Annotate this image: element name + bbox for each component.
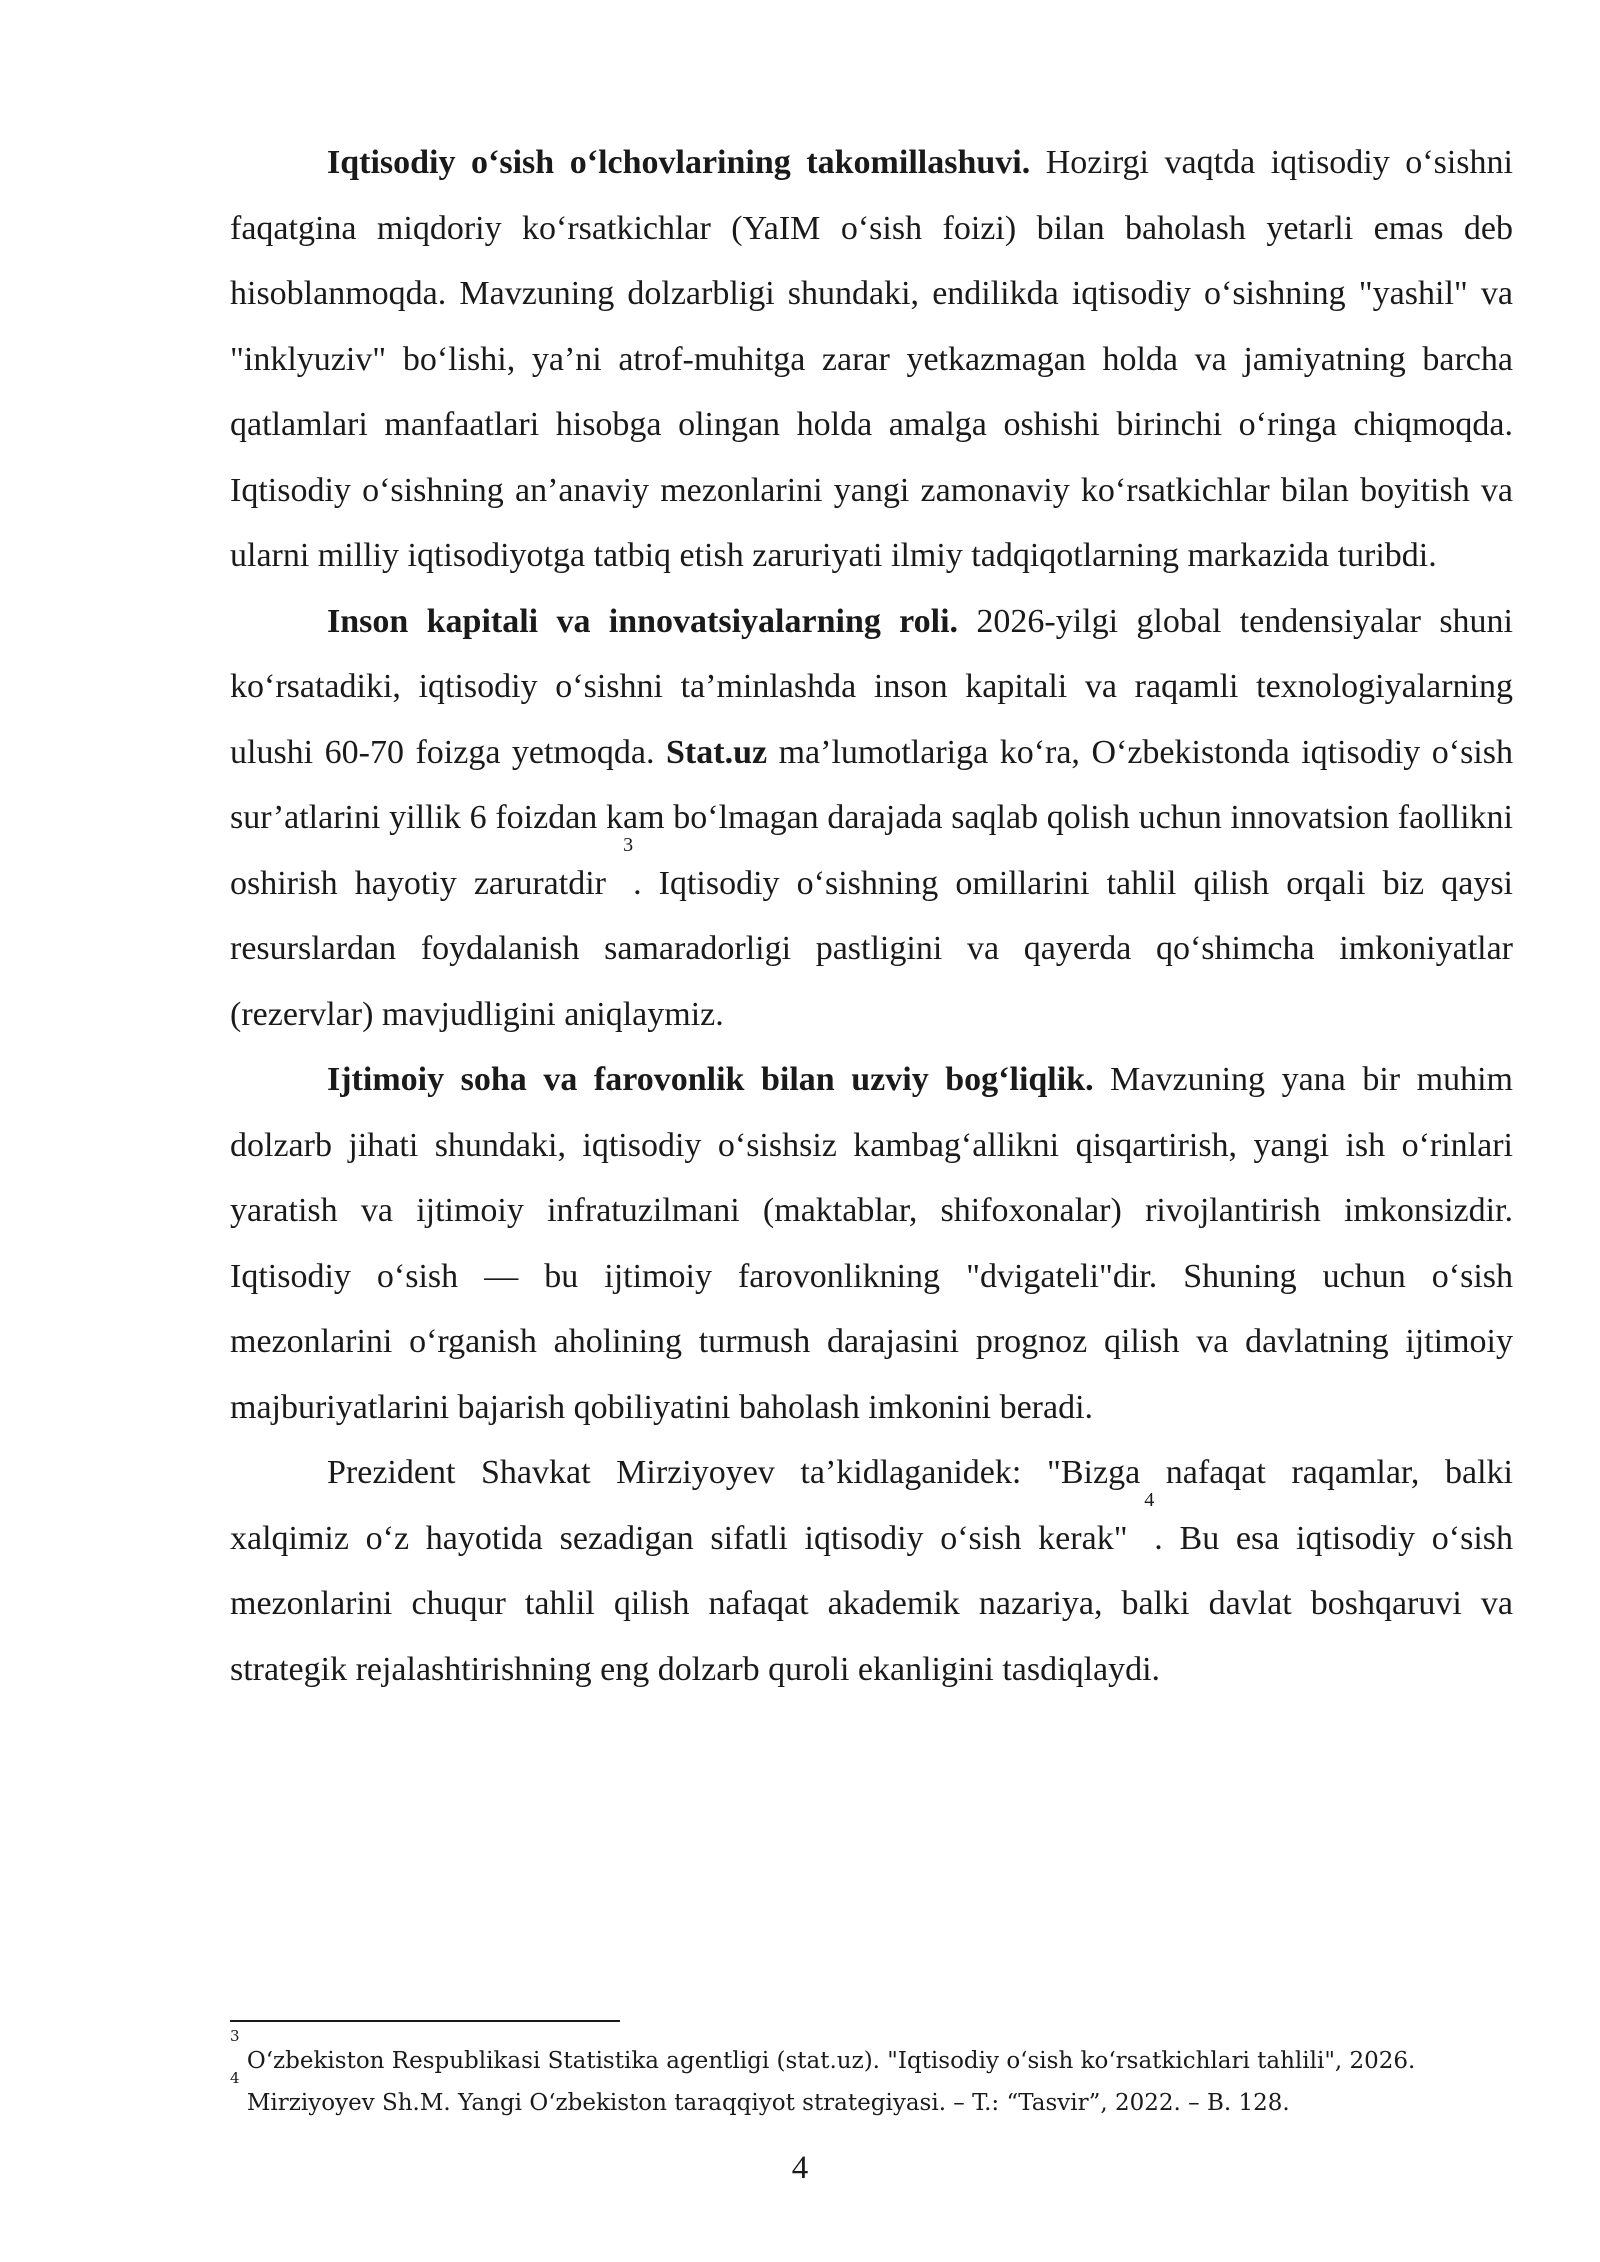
paragraph-text: 2026-yilgi global tendensiyalar shuni koʻrsatadiki, iqtisodiy oʻsishni ta’minlashda inson kapitali va raqamli texnologiyalarning ulushi 60-70 foizga yetmoqda. <box>230 602 1513 771</box>
footnote-item <box>230 2027 1530 2082</box>
paragraph-text: ma’lumotlariga koʻra, Oʻzbekistonda iqtisodiy oʻsish sur’atlarini yillik 6 foizdan kam boʻlmagan darajada saqlab qolish uchun innovatsion faollikni oshirish hayotiy zaruratdir <box>230 733 1513 902</box>
footnote-text: Oʻzbekiston Respublikasi Statistika agentligi (stat.uz). "Iqtisodiy oʻsish koʻrsatkichlari tahlili", 2026. <box>239 2048 1416 2074</box>
footnote-reference[interactable]: 4 <box>1144 1488 1155 1511</box>
footnote-reference[interactable]: 3 <box>623 833 634 856</box>
paragraph-text: Prezident Shavkat Mirziyoyev ta’kidlaganidek: "Bizga nafaqat raqamlar, balki xalqimiz oʻz hayotida sezadigan sifatli iqtisodiy oʻsish kerak" <box>230 1454 1513 1557</box>
body-text <box>230 130 1513 1702</box>
footnote-separator <box>230 2020 620 2022</box>
source-name: Stat.uz <box>666 733 768 771</box>
page-number: 4 <box>791 2150 809 2186</box>
footnote-number: 4 <box>230 2069 240 2087</box>
paragraph-heading: Inson kapitali va innovatsiyalarning roli. <box>327 602 959 640</box>
footnote-item <box>230 2069 1530 2124</box>
paragraph-text: Mavzuning yana bir muhim dolzarb jihati shundaki, iqtisodiy oʻsishsiz kambagʻallikni qisqartirish, yangi ish oʻrinlari yaratish va ijtimoiy infratuzilmani (maktablar, shifoxonalar) rivojlantirish imkonsizdir. Iqtisodiy oʻsish — bu ijtimoiy farovonlikning "dvigateli"dir. Shuning uchun oʻsish mezonlarini oʻrganish aholining turmush darajasini prognoz qilish va davlatning ijtimoiy majburiyatlarini bajarish qobiliyatini baholash imkonini beradi. <box>230 1061 1514 1426</box>
paragraph-human-capital <box>230 589 1513 1048</box>
paragraph-text: . Bu esa iqtisodiy oʻsish mezonlarini chuqur tahlil qilish nafaqat akademik nazariya, balki davlat boshqaruvi va strategik rejalashtirishning eng dolzarb quroli ekanligini tasdiqlaydi. <box>230 1519 1514 1688</box>
paragraph-social-welfare <box>230 1047 1513 1440</box>
paragraph-heading: Ijtimoiy soha va farovonlik bilan uzviy bogʻliqlik. <box>327 1061 1094 1098</box>
paragraph-growth-measures <box>230 130 1513 589</box>
footnotes <box>230 2027 1530 2124</box>
paragraph-text: Hozirgi vaqtda iqtisodiy oʻsishni faqatgina miqdoriy koʻrsatkichlar (YaIM oʻsish foizi) bilan baholash yetarli emas deb hisoblanmoqda. Mavzuning dolzarbligi shundaki, endilikda iqtisodiy oʻsishning "yashil" va "inklyuziv" boʻlishi, ya’ni atrof-muhitga zarar yetkazmagan holda va jamiyatning barcha qatlamlari manfaatlari hisobga olingan holda amalga oshishi birinchi oʻringa chiqmoqda. Iqtisodiy oʻsishning an’anaviy mezonlarini yangi zamonaviy koʻrsatkichlar bilan boyitish va ularni milliy iqtisodiyotga tatbiq etish zaruriyati ilmiy tadqiqotlarning markazida turibdi. <box>230 144 1513 574</box>
paragraph-heading: Iqtisodiy oʻsish oʻlchovlarining takomillashuvi. <box>327 144 1031 181</box>
footnote-text: Mirziyoyev Sh.M. Yangi Oʻzbekiston taraqqiyot strategiyasi. – T.: “Tasvir”, 2022. – B. 128. <box>239 2090 1290 2116</box>
footnote-number: 3 <box>230 2027 240 2045</box>
paragraph-text: . Iqtisodiy oʻsishning omillarini tahlil qilish orqali biz qaysi resurslardan foydalanish samaradorligi pastligini va qayerda qoʻshimcha imkoniyatlar (rezervlar) mavjudligini aniqlaymiz. <box>230 864 1513 1033</box>
paragraph-president-quote <box>230 1440 1513 1702</box>
